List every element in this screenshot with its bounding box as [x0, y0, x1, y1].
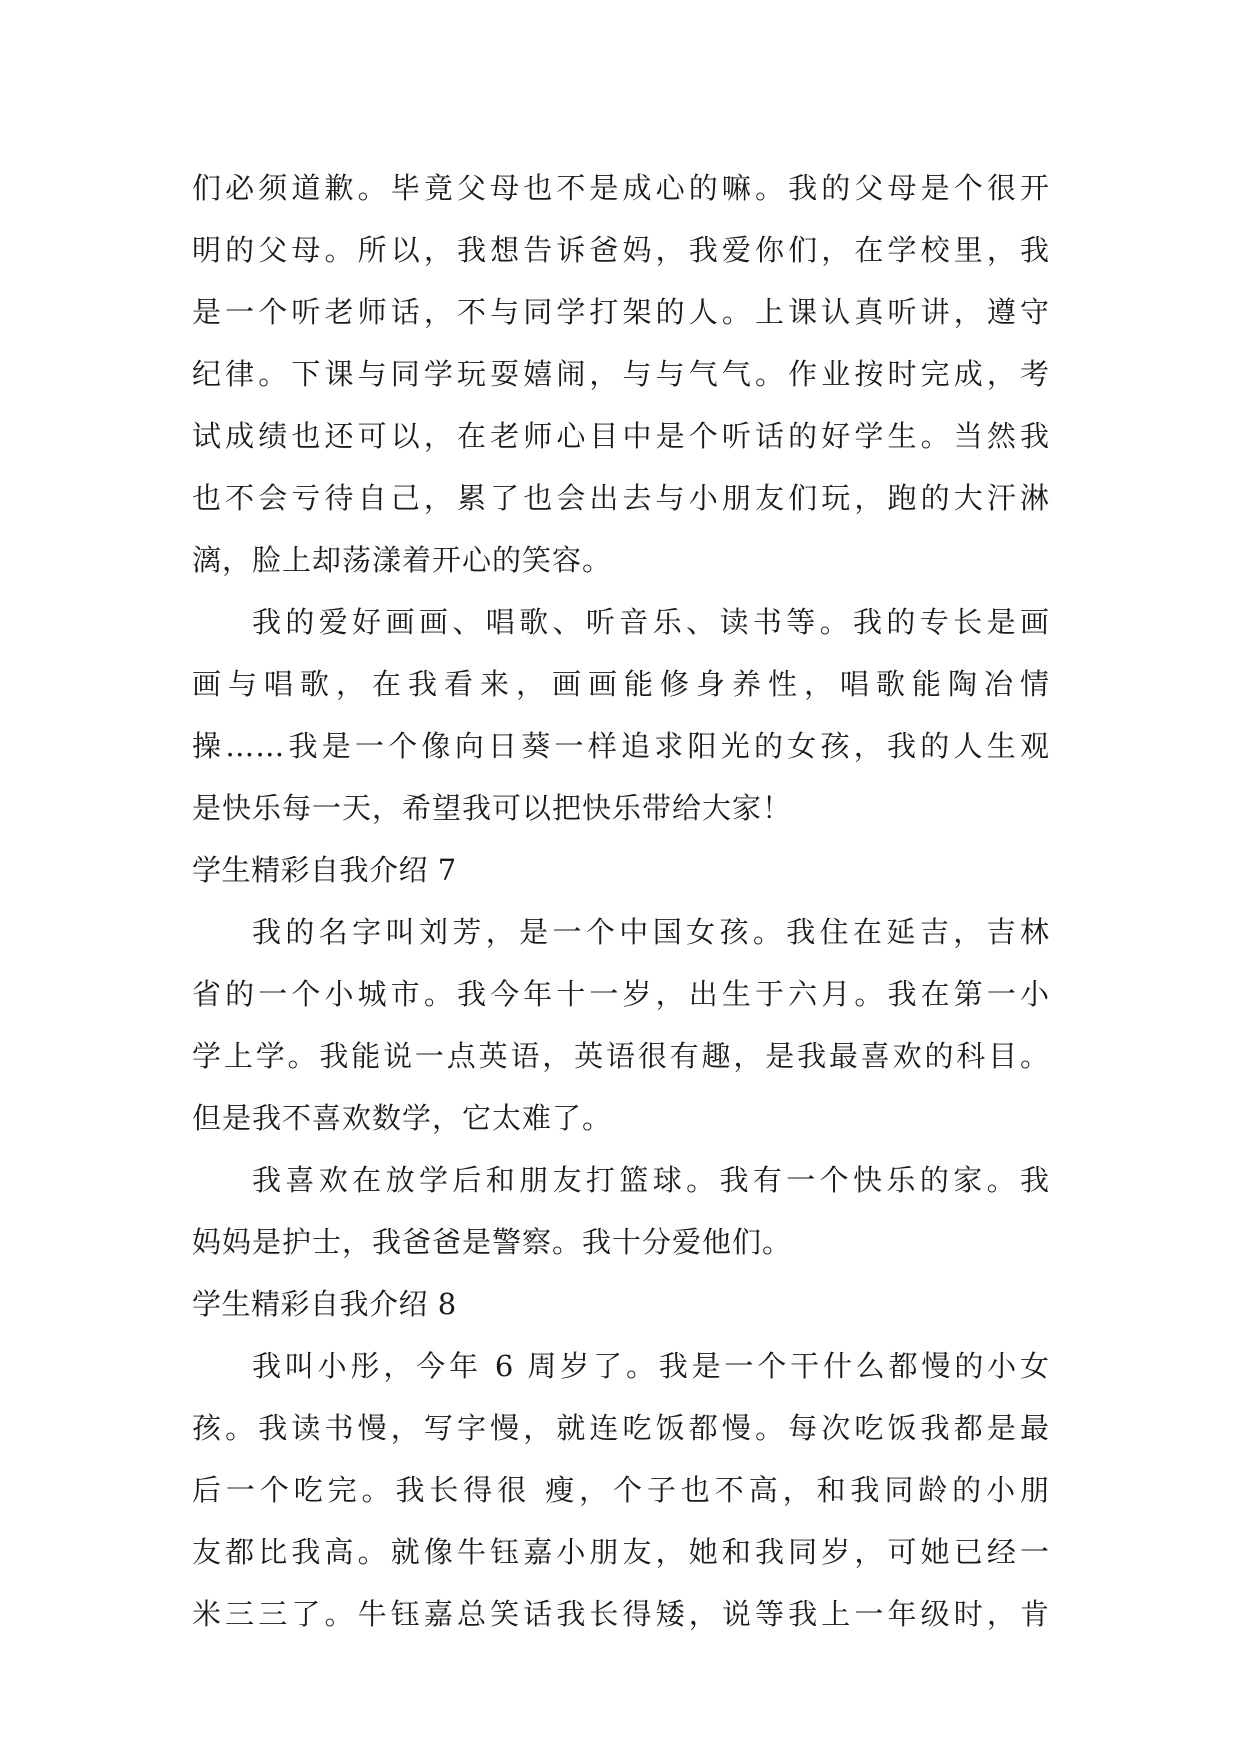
paragraph — [192, 591, 1050, 839]
text-line: 也不会亏待自己，累了也会出去与小朋友们玩，跑的大汗淋 — [192, 481, 1050, 515]
text-line: 但是我不喜欢数学，它太难了。 — [192, 1101, 613, 1135]
text-line: 孩。我读书慢，写字慢，就连吃饭都慢。每次吃饭我都是最 — [192, 1411, 1050, 1445]
text-line: 是一个听老师话，不与同学打架的人。上课认真听讲，遵守 — [192, 295, 1050, 329]
paragraph — [192, 901, 1050, 1149]
section-heading: 学生精彩自我介绍 7 — [192, 853, 457, 887]
text-line: 妈妈是护士，我爸爸是警察。我十分爱他们。 — [192, 1225, 793, 1259]
text-line: 学上学。我能说一点英语，英语很有趣，是我最喜欢的科目。 — [192, 1039, 1050, 1073]
text-line: 是快乐每一天，希望我可以把快乐带给大家！ — [192, 791, 793, 825]
text-line: 友都比我高。就像牛钰嘉小朋友，她和我同岁，可她已经一 — [192, 1535, 1050, 1569]
section-heading: 学生精彩自我介绍 8 — [192, 1287, 457, 1321]
text-line: 省的一个小城市。我今年十一岁，出生于六月。我在第一小 — [192, 977, 1050, 1011]
document-body — [192, 157, 1050, 1645]
paragraph — [192, 1149, 1050, 1273]
text-line: 后一个吃完。我长得很 瘦，个子也不高，和我同龄的小朋 — [192, 1473, 1050, 1507]
text-line: 们必须道歉。毕竟父母也不是成心的嘛。我的父母是个很开 — [192, 171, 1050, 205]
text-line: 我的爱好画画、唱歌、听音乐、读书等。我的专长是画 — [252, 605, 1050, 639]
text-line: 明的父母。所以，我想告诉爸妈，我爱你们，在学校里，我 — [192, 233, 1050, 267]
text-line: 画与唱歌，在我看来，画画能修身养性，唱歌能陶冶情 — [192, 667, 1050, 701]
text-line: 操……我是一个像向日葵一样追求阳光的女孩，我的人生观 — [192, 729, 1050, 763]
paragraph — [192, 157, 1050, 591]
text-line: 我喜欢在放学后和朋友打篮球。我有一个快乐的家。我 — [252, 1163, 1050, 1197]
text-line: 试成绩也还可以，在老师心目中是个听话的好学生。当然我 — [192, 419, 1050, 453]
text-line: 米三三了。牛钰嘉总笑话我长得矮，说等我上一年级时，肯 — [192, 1597, 1050, 1631]
text-line: 我的名字叫刘芳，是一个中国女孩。我住在延吉，吉林 — [252, 915, 1050, 949]
text-line: 漓，脸上却荡漾着开心的笑容。 — [192, 543, 613, 577]
text-line: 纪律。下课与同学玩耍嬉闹，与与气气。作业按时完成，考 — [192, 357, 1050, 391]
text-line: 我叫小彤，今年 6 周岁了。我是一个干什么都慢的小女 — [252, 1349, 1050, 1383]
paragraph — [192, 1335, 1050, 1645]
